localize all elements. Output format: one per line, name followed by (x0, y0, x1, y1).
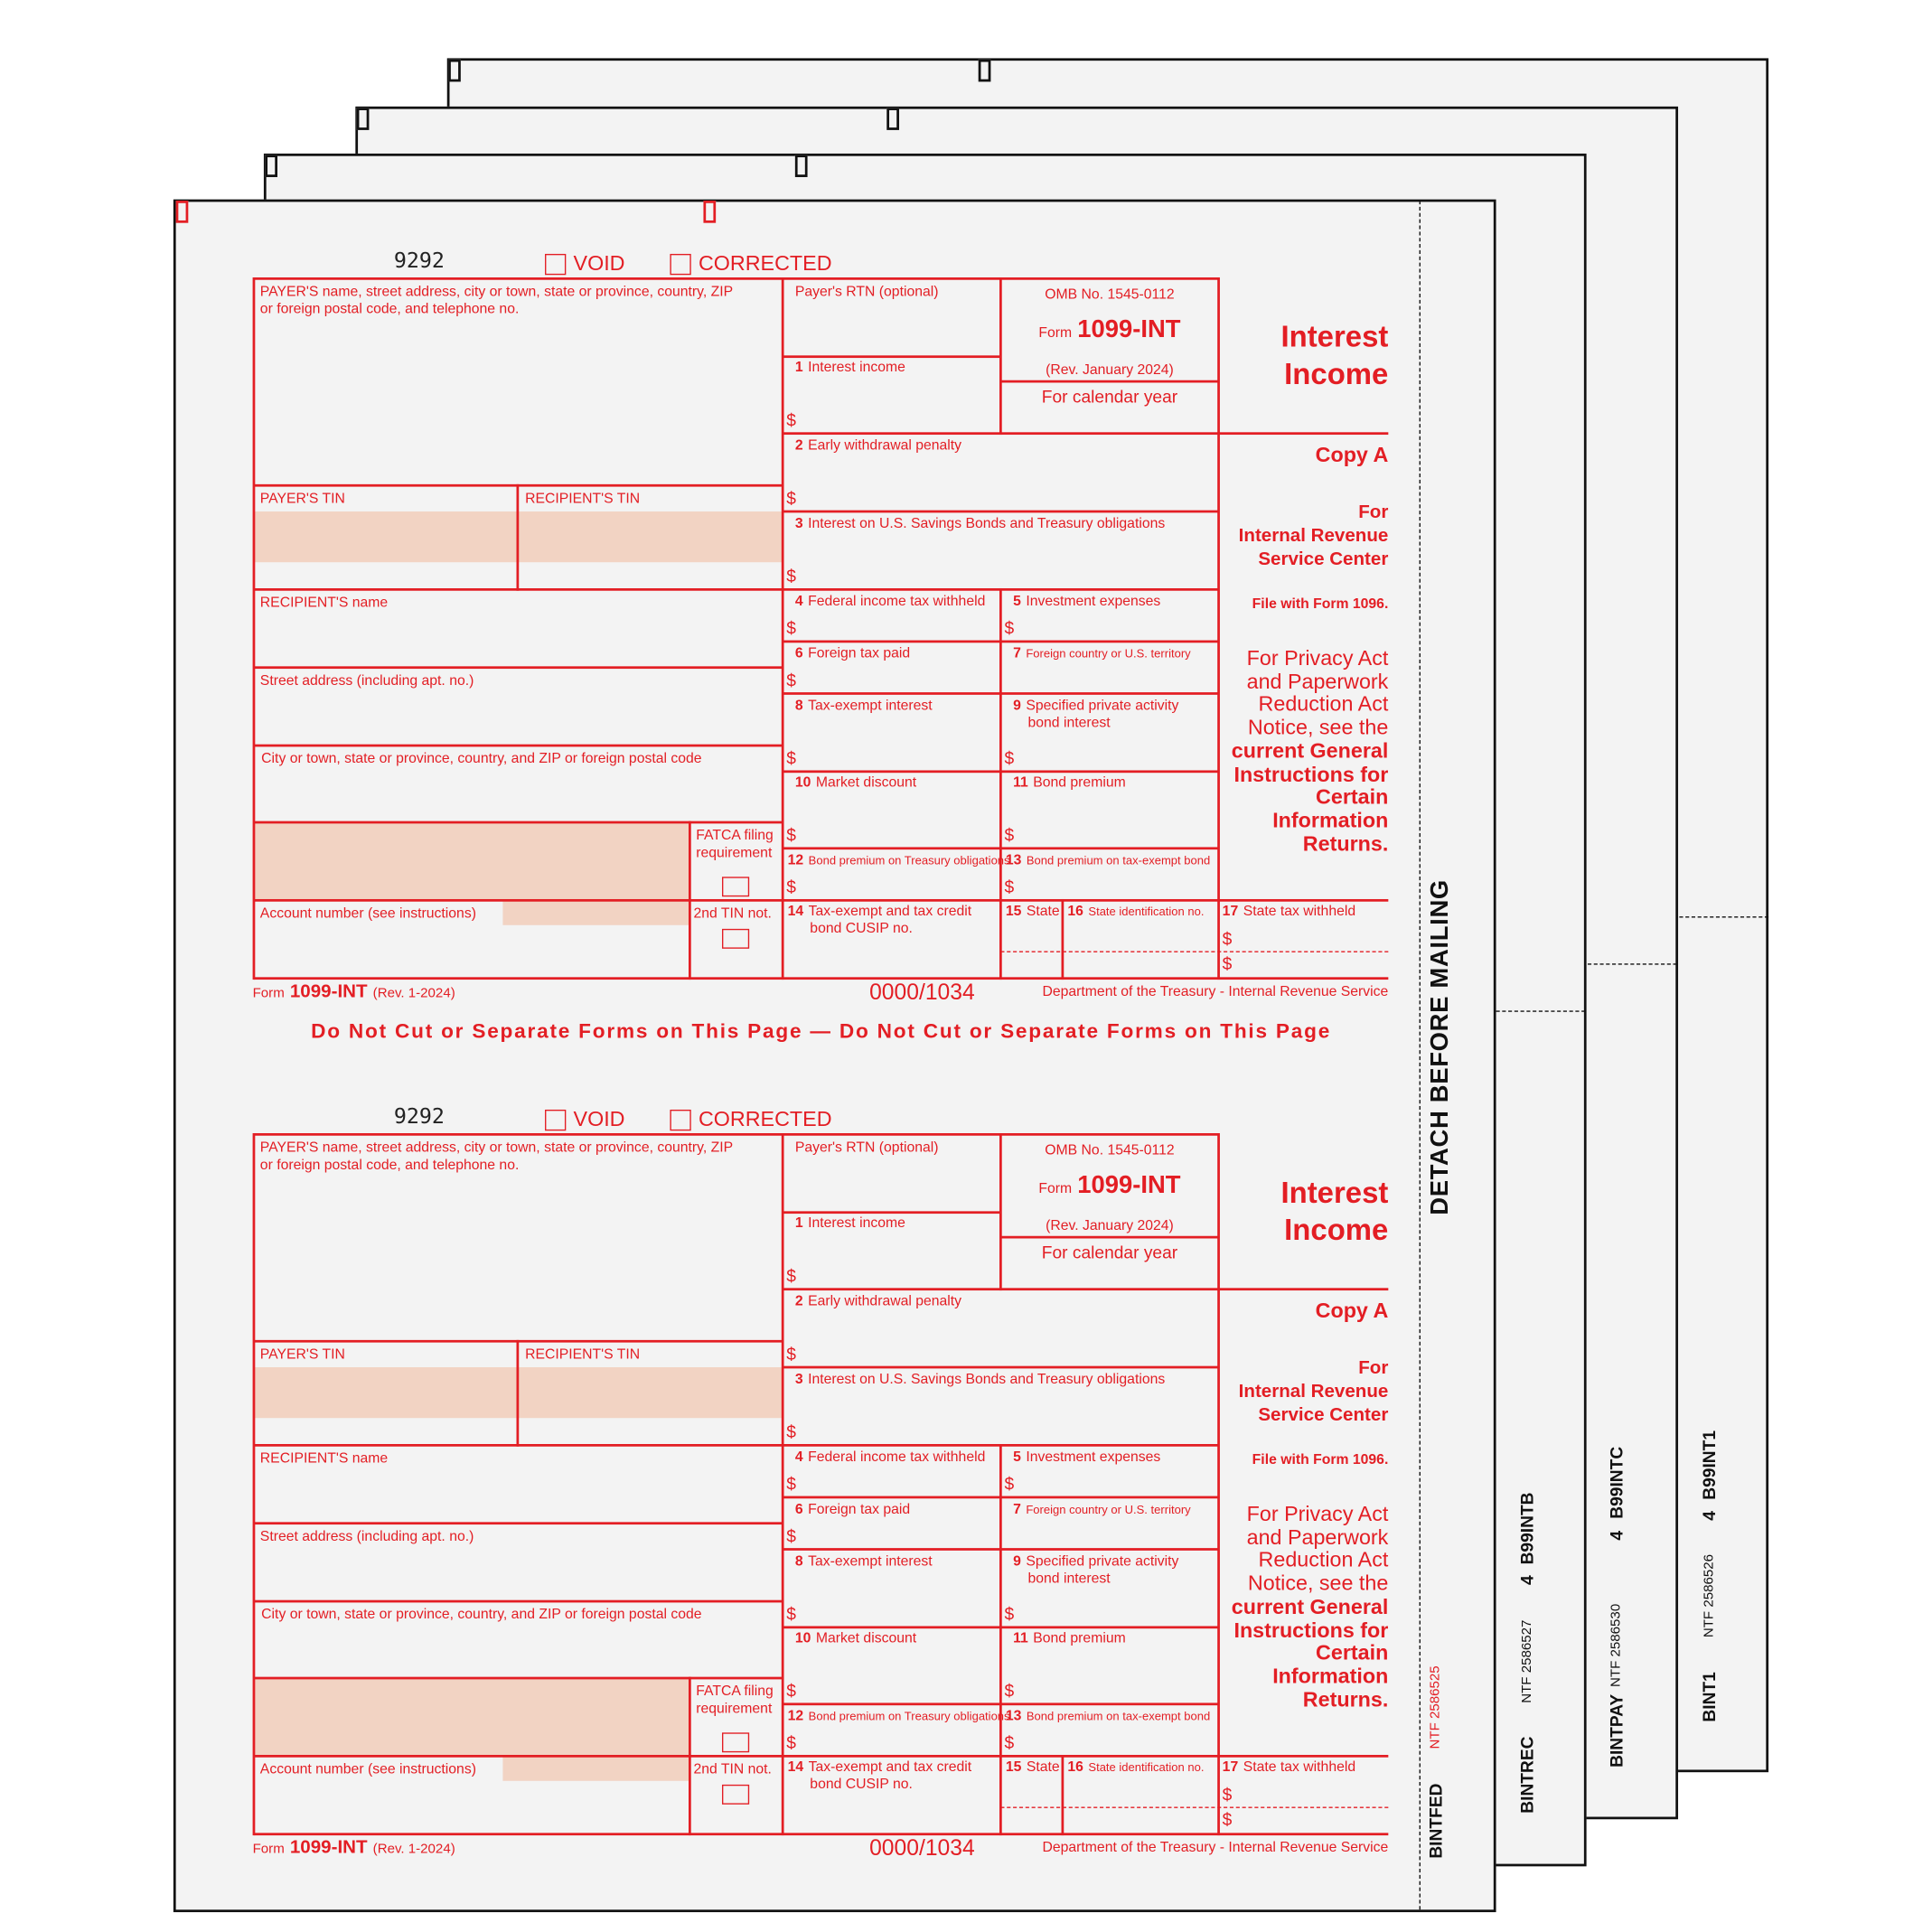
footer-department: Department of the Treasury - Internal Revenue Service (1042, 1840, 1389, 1856)
account-shade (502, 1756, 689, 1780)
form-rule (1000, 380, 1218, 383)
sheet-tab (886, 108, 899, 130)
payer-tin-label: PAYER'S TIN (259, 1347, 345, 1363)
sheet-ntf: NTF 2586530 (1608, 1603, 1624, 1687)
box-7-input[interactable] (1030, 668, 1178, 688)
sheet-code: BINTPAY (1606, 1693, 1627, 1768)
form-rule (783, 511, 1218, 513)
box-11-label: 11 Bond premium (1013, 774, 1126, 791)
box-3-label: 3 Interest on U.S. Savings Bonds and Treasury obligations (794, 1372, 1166, 1387)
sheet-tab (448, 60, 461, 82)
box-7-input[interactable] (1030, 1524, 1178, 1543)
form-rule (254, 1444, 1219, 1447)
recipient-name-label: RECIPIENT'S name (259, 1451, 389, 1467)
box-7-label: 7 Foreign country or U.S. territory (1013, 646, 1191, 661)
form-code-number: 9292 (393, 1104, 445, 1130)
sheet-tab (176, 201, 189, 223)
box-16-input[interactable] (1085, 925, 1233, 945)
form-title: Interest Income (1280, 320, 1389, 392)
box-4-label: 4 Federal income tax withheld (794, 594, 986, 610)
sheet-ntf: NTF 2586526 (1702, 1553, 1717, 1638)
box-2-input[interactable] (812, 1315, 961, 1335)
box-11-input[interactable] (1030, 796, 1178, 816)
form-rule (254, 277, 1219, 280)
dollar-sign: $ (786, 409, 796, 430)
copy-label: Copy A (1315, 1299, 1389, 1323)
omb-number: OMB No. 1545-0112 (1045, 286, 1175, 303)
second-tin-label: 2nd TIN not. (693, 906, 772, 922)
rtn-label: Payer's RTN (optional) (794, 285, 939, 300)
box-12-input[interactable] (805, 875, 953, 895)
recipient-tin-label: RECIPIENT'S TIN (525, 492, 641, 507)
box-3-label: 3 Interest on U.S. Savings Bonds and Treasury obligations (794, 516, 1166, 531)
dollar-sign: $ (786, 566, 796, 586)
box-2-label: 2 Early withdrawal penalty (794, 1294, 962, 1309)
dollar-sign: $ (1004, 1732, 1015, 1753)
dollar-sign: $ (1004, 747, 1015, 768)
dollar-sign: $ (1222, 953, 1233, 974)
form-rule (1217, 1133, 1220, 1835)
payer-info-label: PAYER'S name, street address, city or town, state or province, country, ZIP or foreign postal code, and telephone no. (259, 285, 734, 317)
box-3-input[interactable] (812, 538, 961, 558)
privacy-notice: For Privacy Act and Paperwork Reduction Act Notice, see the current General Instructions for Certain Information Returns. (1231, 646, 1389, 856)
box-15-label: 15 State (1005, 904, 1060, 919)
box-4-input[interactable] (812, 1471, 961, 1491)
corrected-checkbox[interactable] (670, 1110, 690, 1130)
box-8-label: 8 Tax-exempt interest (794, 1553, 933, 1570)
file-with-label: File with Form 1096. (1252, 596, 1389, 613)
form-rule (516, 484, 519, 591)
form-rule (254, 1522, 783, 1524)
sheet-tab (357, 108, 370, 130)
dollar-sign: $ (786, 824, 796, 845)
dollar-sign: $ (1004, 824, 1015, 845)
dollar-sign: $ (786, 1265, 796, 1286)
box-13-label: 13 Bond premium on tax-exempt bond (1005, 853, 1211, 868)
box-1-input[interactable] (812, 381, 961, 401)
street-label: Street address (including apt. no.) (259, 673, 474, 689)
omb-number: OMB No. 1545-0112 (1045, 1142, 1175, 1158)
form-rule (516, 1340, 519, 1447)
footer-form-number: Form 1099-INT (Rev. 1-2024) (252, 1836, 455, 1858)
form-rule (782, 277, 784, 980)
form-rule (254, 821, 783, 824)
sheet-code: BINTFED (1425, 1783, 1446, 1859)
sheet-ntf: NTF 2586525 (1428, 1665, 1443, 1749)
dollar-sign: $ (786, 1732, 796, 1753)
box-11-input[interactable] (1030, 1652, 1178, 1672)
form-rule (254, 666, 783, 669)
form-rule (253, 277, 256, 980)
file-with-label: File with Form 1096. (1252, 1452, 1389, 1468)
city-label: City or town, state or province, country, and ZIP or foreign postal code (261, 1607, 702, 1623)
sheet-sku: B99INTB (1516, 1492, 1537, 1565)
box-5-input[interactable] (1030, 615, 1178, 635)
box-17-input[interactable] (1240, 1781, 1388, 1801)
sheet-tab (795, 155, 808, 177)
box-16-input[interactable] (1085, 1781, 1233, 1801)
dollar-sign: $ (1004, 877, 1015, 897)
dollar-sign: $ (786, 1680, 796, 1701)
footer-code: 0000/1034 (869, 980, 975, 1005)
void-label: VOID (573, 251, 625, 276)
box-16-label: 16 State identification no. (1067, 904, 1205, 919)
fatca-shade (254, 1678, 689, 1756)
copy-label: Copy A (1315, 443, 1389, 467)
form-rule (689, 821, 691, 980)
box-14-input[interactable] (805, 925, 953, 945)
form-rule (783, 1366, 1218, 1369)
form-rule (689, 1677, 691, 1835)
detach-label: DETACH BEFORE MAILING (1426, 879, 1454, 1215)
box-4-input[interactable] (812, 615, 961, 635)
form-rule (999, 588, 1002, 980)
form-rule (254, 745, 783, 747)
second-tin-label: 2nd TIN not. (693, 1762, 772, 1777)
box-9-input[interactable] (1030, 719, 1178, 739)
sheet-qty: 4 (1699, 1511, 1720, 1521)
form-number: Form 1099-INT (1038, 1171, 1181, 1199)
box-9-label: 9 Specified private activity bond interest (1013, 1553, 1179, 1587)
box-13-input[interactable] (1023, 875, 1171, 895)
form-rule (254, 1133, 1219, 1136)
form-copy-bottom (0, 1104, 1932, 1927)
sheet-code: BINTREC (1516, 1736, 1537, 1814)
void-checkbox[interactable] (545, 1110, 566, 1130)
dollar-sign: $ (786, 670, 796, 690)
box-14-label: 14 Tax-exempt and tax credit bond CUSIP no. (787, 904, 972, 937)
box-14-label: 14 Tax-exempt and tax credit bond CUSIP no. (787, 1759, 972, 1793)
box-6-input[interactable] (812, 1524, 961, 1543)
dollar-sign: $ (786, 617, 796, 638)
box-12-label: 12 Bond premium on Treasury obligations (787, 1709, 1010, 1724)
form-rule (783, 1288, 1388, 1290)
sheet-sku: B99INTC (1606, 1446, 1627, 1519)
dollar-sign: $ (786, 1421, 796, 1442)
calendar-year-label: For calendar year (1041, 1242, 1178, 1262)
fatca-shade (254, 822, 689, 900)
box-8-label: 8 Tax-exempt interest (794, 698, 933, 714)
box-13-input[interactable] (1023, 1730, 1171, 1750)
footer-department: Department of the Treasury - Internal Revenue Service (1042, 984, 1389, 999)
form-rule (1217, 277, 1220, 980)
sheet-tab (703, 201, 716, 223)
form-number: Form 1099-INT (1038, 315, 1181, 343)
account-label: Account number (see instructions) (259, 906, 476, 922)
sheet-tab (979, 60, 991, 82)
payer-tin-label: PAYER'S TIN (259, 492, 345, 507)
box-6-label: 6 Foreign tax paid (794, 1502, 911, 1517)
form-rule (254, 1677, 783, 1680)
box-11-label: 11 Bond premium (1013, 1630, 1126, 1646)
box-10-input[interactable] (812, 1652, 961, 1672)
dollar-sign: $ (1004, 1473, 1015, 1494)
form-rule (999, 1444, 1002, 1835)
box-6-input[interactable] (812, 668, 961, 688)
recipient-name-label: RECIPIENT'S name (259, 596, 389, 611)
fatca-label: FATCA filing requirement (696, 828, 774, 861)
calendar-year-label: For calendar year (1041, 386, 1178, 407)
box-12-label: 12 Bond premium on Treasury obligations (787, 853, 1010, 868)
sheet-tab (265, 155, 277, 177)
fatca-checkbox[interactable] (722, 877, 749, 896)
dollar-sign: $ (1004, 1680, 1015, 1701)
sheet-sku: B99INT1 (1699, 1430, 1720, 1500)
box-9-input[interactable] (1030, 1575, 1178, 1595)
box-9-label: 9 Specified private activity bond interest (1013, 698, 1179, 731)
box-1-label: 1 Interest income (794, 1215, 905, 1232)
recipient-tin-label: RECIPIENT'S TIN (525, 1347, 641, 1363)
sheet-qty: 4 (1516, 1575, 1537, 1585)
box-5-input[interactable] (1030, 1471, 1178, 1491)
box-1-input[interactable] (812, 1237, 961, 1257)
corrected-label: CORRECTED (698, 251, 832, 276)
form-rule (254, 588, 1219, 591)
revision-date: (Rev. January 2024) (1046, 1218, 1174, 1234)
rtn-label: Payer's RTN (optional) (794, 1140, 939, 1156)
dollar-sign: $ (1222, 1784, 1233, 1805)
fatca-label: FATCA filing requirement (696, 1683, 774, 1717)
dollar-sign: $ (1222, 1809, 1233, 1830)
box-10-label: 10 Market discount (794, 1630, 917, 1646)
revision-date: (Rev. January 2024) (1046, 362, 1174, 379)
void-label: VOID (573, 1107, 625, 1131)
privacy-notice: For Privacy Act and Paperwork Reduction Act Notice, see the current General Instructions for Certain Information Returns. (1231, 1502, 1389, 1712)
dollar-sign: $ (786, 1343, 796, 1364)
form-rule (783, 355, 1000, 358)
box-2-label: 2 Early withdrawal penalty (794, 438, 962, 454)
box-5-label: 5 Investment expenses (1013, 1449, 1161, 1466)
box-2-input[interactable] (812, 459, 961, 479)
street-label: Street address (including apt. no.) (259, 1529, 474, 1545)
dollar-sign: $ (786, 747, 796, 768)
void-checkbox[interactable] (545, 254, 566, 275)
box-17-input[interactable] (1240, 925, 1388, 945)
dollar-sign: $ (1004, 1603, 1015, 1624)
account-shade (502, 900, 689, 924)
dollar-sign: $ (1222, 928, 1233, 949)
box-13-label: 13 Bond premium on tax-exempt bond (1005, 1709, 1211, 1724)
sheet-ntf: NTF 2586527 (1519, 1619, 1535, 1703)
form-copy-top (0, 249, 1932, 1071)
box-17-label: 17 State tax withheld (1222, 904, 1356, 919)
dollar-sign: $ (786, 1525, 796, 1546)
form-rule (783, 1211, 1000, 1214)
box-8-input[interactable] (812, 719, 961, 739)
box-3-input[interactable] (812, 1393, 961, 1413)
dollar-sign: $ (786, 877, 796, 897)
form-title: Interest Income (1280, 1176, 1389, 1248)
box-17-label: 17 State tax withheld (1222, 1759, 1356, 1775)
dollar-sign: $ (786, 1473, 796, 1494)
box-1-label: 1 Interest income (794, 360, 905, 376)
corrected-label: CORRECTED (698, 1107, 832, 1131)
dollar-sign: $ (786, 1603, 796, 1624)
sheet-qty: 4 (1606, 1530, 1627, 1541)
footer-code: 0000/1034 (869, 1835, 975, 1861)
form-rule (1000, 1236, 1218, 1239)
footer-form-number: Form 1099-INT (Rev. 1-2024) (252, 980, 455, 1002)
fatca-checkbox[interactable] (722, 1732, 749, 1752)
account-label: Account number (see instructions) (259, 1762, 476, 1777)
state-divider (1000, 1807, 1388, 1808)
box-5-label: 5 Investment expenses (1013, 594, 1161, 610)
box-15-label: 15 State (1005, 1759, 1060, 1775)
box-16-label: 16 State identification no. (1067, 1759, 1205, 1775)
form-rule (782, 1133, 784, 1835)
form-code-number: 9292 (393, 249, 445, 274)
form-rule (254, 1600, 783, 1603)
irs-destination: For Internal Revenue Service Center (1238, 502, 1389, 570)
dollar-sign: $ (1004, 617, 1015, 638)
box-12-input[interactable] (805, 1730, 953, 1750)
payer-info-label: PAYER'S name, street address, city or town, state or province, country, ZIP or foreign postal code, and telephone no. (259, 1140, 734, 1173)
form-rule (253, 1133, 256, 1835)
second-tin-checkbox[interactable] (722, 1785, 749, 1805)
dollar-sign: $ (786, 487, 796, 508)
form-rule (783, 432, 1388, 435)
box-8-input[interactable] (812, 1575, 961, 1595)
irs-destination: For Internal Revenue Service Center (1238, 1357, 1389, 1426)
box-6-label: 6 Foreign tax paid (794, 646, 911, 661)
box-14-input[interactable] (805, 1781, 953, 1801)
box-4-label: 4 Federal income tax withheld (794, 1449, 986, 1466)
box-10-label: 10 Market discount (794, 774, 917, 791)
corrected-checkbox[interactable] (670, 254, 690, 275)
separator-notice: Do Not Cut or Separate Forms on This Page — Do Not Cut or Separate Forms on This Page (311, 1020, 1332, 1043)
box-10-input[interactable] (812, 796, 961, 816)
city-label: City or town, state or province, country, and ZIP or foreign postal code (261, 751, 702, 767)
second-tin-checkbox[interactable] (722, 929, 749, 949)
sheet-code: BINT1 (1699, 1672, 1720, 1722)
box-7-label: 7 Foreign country or U.S. territory (1013, 1502, 1191, 1517)
